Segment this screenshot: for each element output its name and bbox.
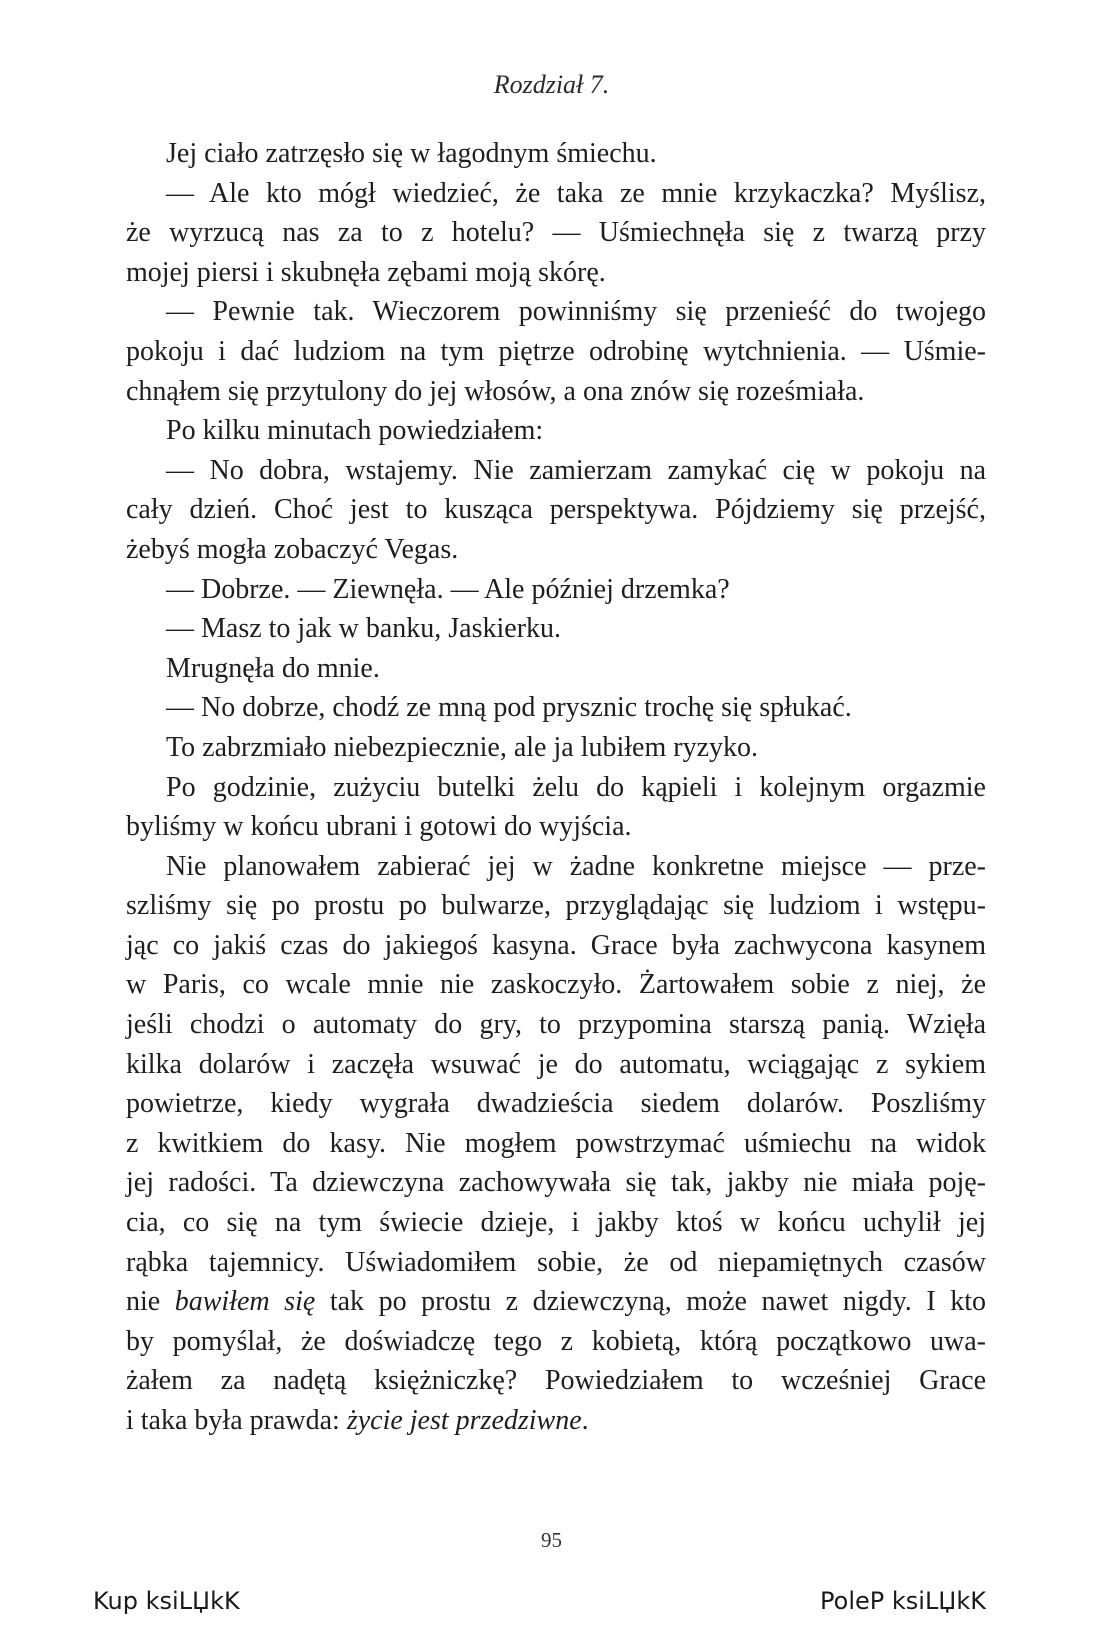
body-lines [126, 134, 986, 1282]
body-text [126, 134, 986, 1441]
body-line-segment: i taka była prawda: [126, 1405, 347, 1436]
buy-book-link[interactable]: Kup ksiLЏkK [93, 1587, 240, 1615]
body-line: — Masz to jak w banku, Jaskierku. [166, 613, 562, 645]
body-line-segment: tak po prostu z dziewczyną, może nawet nigdy. I kto [315, 1286, 986, 1318]
body-line: w Paris, co wcale mnie nie zaskoczyło. Żartowałem sobie z niej, że [126, 969, 986, 1001]
body-line: — Ale kto mógł wiedzieć, że taka ze mnie krzykaczka? Myślisz, [166, 177, 986, 209]
body-line: cia, co się na tym świecie dzieje, i jakby ktoś w końcu uchylił jej [126, 1207, 986, 1239]
running-head: Rozdział 7. [493, 70, 610, 99]
body-line: by pomyślał, że doświadczę tego z kobietą, którą początkowo uwa- [126, 1325, 986, 1357]
body-line: rąbka tajemnicy. Uświadomiłem sobie, że od niepamiętnych czasów [126, 1246, 986, 1278]
body-line: — Pewnie tak. Wieczorem powinniśmy się przenieść do twojego [166, 296, 986, 328]
body-line-segment: nie [126, 1286, 175, 1318]
body-line: z kwitkiem do kasy. Nie mogłem powstrzymać uśmiechu na widok [126, 1127, 986, 1159]
body-line-emphasis: życie jest przedziwne [346, 1405, 582, 1436]
body-line: jej radości. Ta dziewczyna zachowywała się tak, jakby nie miała poję- [126, 1167, 986, 1199]
body-line: — Dobrze. — Ziewnęła. — Ale później drzemka? [166, 573, 730, 605]
body-line: jeśli chodzi o automaty do gry, to przypomina starszą panią. Wzięła [126, 1009, 986, 1041]
recommend-book-link[interactable]: PoleP ksiLЏkK [820, 1587, 986, 1615]
body-line: pokoju i dać ludziom na tym piętrze odrobinę wytchnienia. — Uśmie- [126, 335, 986, 367]
body-line: kilka dolarów i zaczęła wsuwać je do automatu, wciągając z sykiem [126, 1048, 986, 1080]
body-line: — No dobra, wstajemy. Nie zamierzam zamykać cię w pokoju na [166, 454, 986, 486]
body-line: że wyrzucą nas za to z hotelu? — Uśmiechnęła się z twarzą przy [126, 217, 986, 249]
body-line: cały dzień. Choć jest to kusząca perspektywa. Pójdziemy się przejść, [126, 494, 986, 526]
body-line: żebyś mogła zobaczyć Vegas. [126, 533, 459, 565]
body-line: szliśmy się po prostu po bulwarze, przyglądając się ludziom i wstępu- [126, 890, 986, 922]
body-line: Mrugnęła do mnie. [166, 652, 380, 684]
body-line: powietrze, kiedy wygrała dwadzieścia siedem dolarów. Poszliśmy [126, 1088, 986, 1120]
body-line: byliśmy w końcu ubrani i gotowi do wyjścia. [126, 811, 632, 843]
body-line: jąc co jakiś czas do jakiegoś kasyna. Grace była zachwycona kasynem [126, 929, 986, 961]
body-line: żałem za nadętą księżniczkę? Powiedziałem to wcześniej Grace [126, 1365, 986, 1397]
body-line: Jej ciało zatrzęsło się w łagodnym śmiechu. [166, 138, 657, 169]
body-line: Po godzinie, zużyciu butelki żelu do kąpieli i kolejnym orgazmie [166, 771, 986, 803]
body-line: mojej piersi i skubnęła zębami moją skórę. [126, 256, 606, 288]
body-line: Nie planowałem zabierać jej w żadne konkretne miejsce — prze- [166, 850, 986, 882]
body-line [126, 1282, 986, 1322]
body-line-segment: . [581, 1405, 589, 1436]
body-line: To zabrzmiało niebezpiecznie, ale ja lubiłem ryzyko. [166, 731, 758, 763]
page-number: 95 [541, 1528, 562, 1552]
body-line-emphasis: bawiłem się [174, 1286, 316, 1318]
body-line: Po kilku minutach powiedziałem: [166, 415, 544, 447]
body-line: — No dobrze, chodź ze mną pod prysznic trochę się spłukać. [166, 692, 852, 724]
body-line: chnąłem się przytulony do jej włosów, a ona znów się roześmiała. [126, 375, 865, 407]
body-line [126, 1401, 986, 1441]
